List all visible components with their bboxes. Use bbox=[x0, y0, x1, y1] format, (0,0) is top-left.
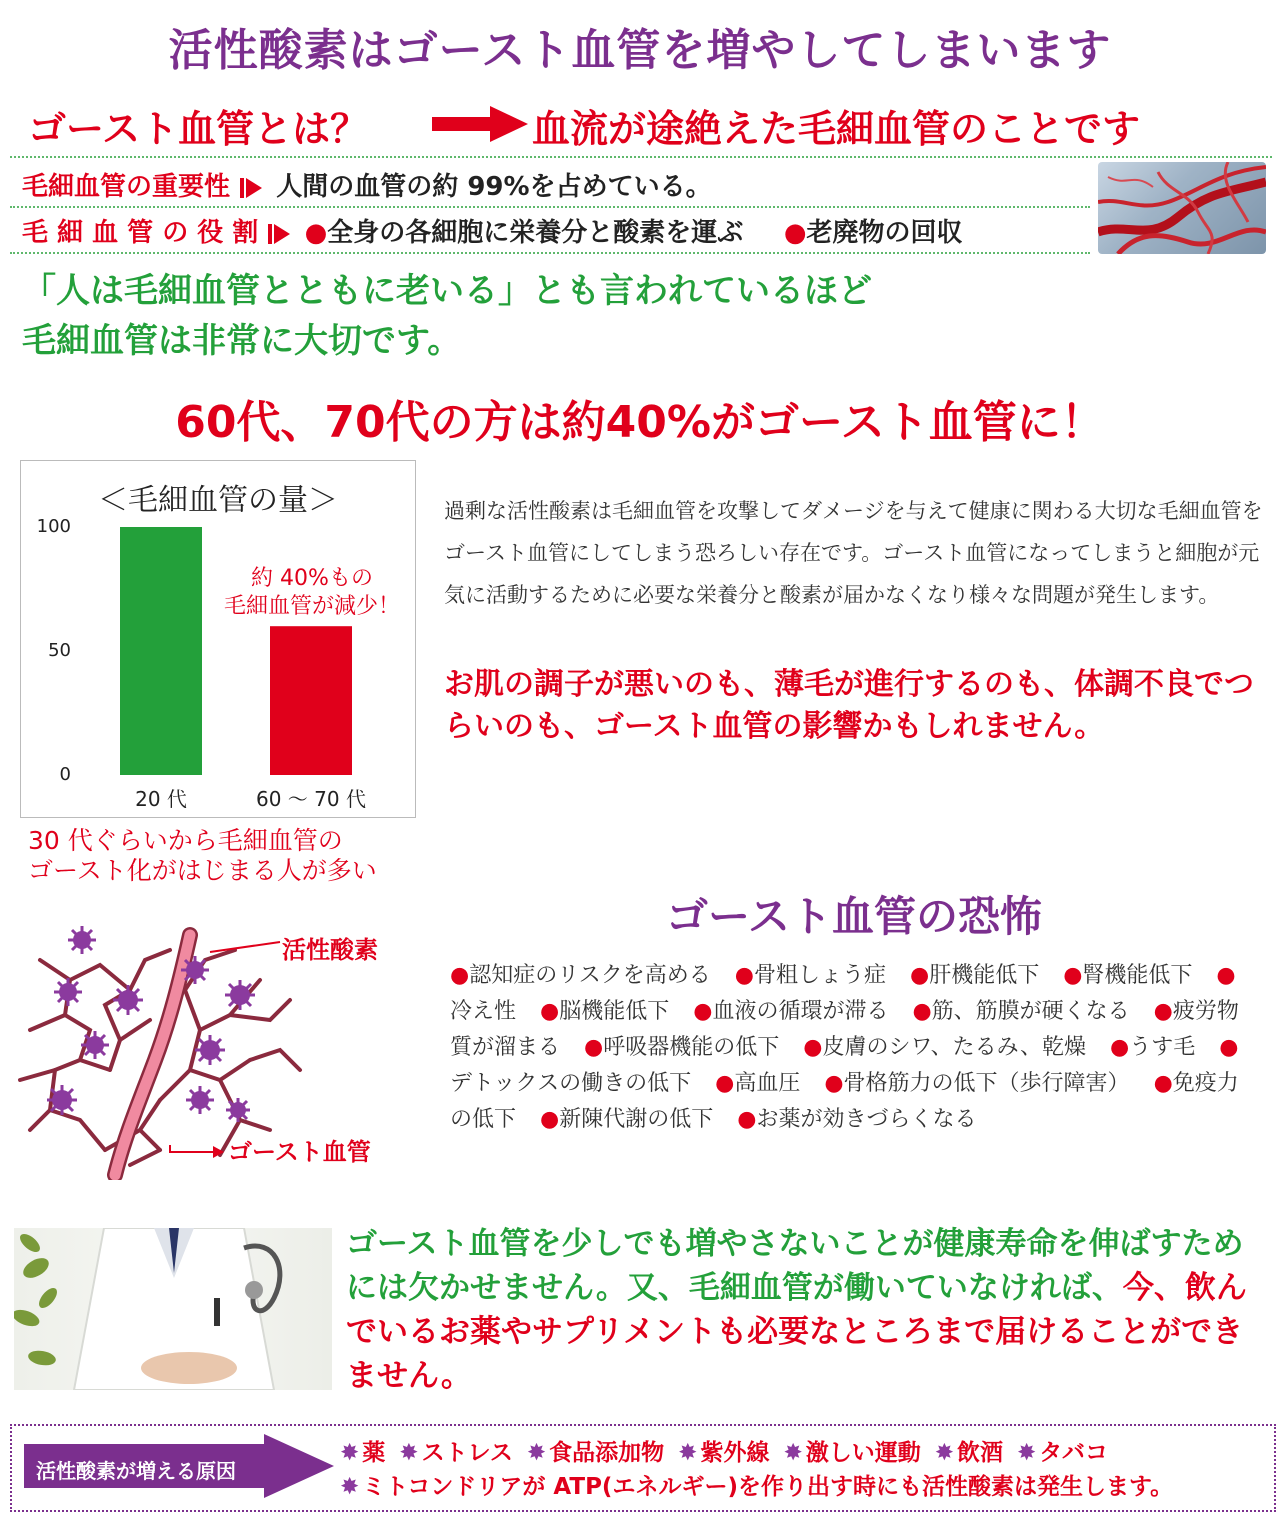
conclusion-text bbox=[346, 1222, 1266, 1398]
triangle-icon bbox=[274, 224, 290, 244]
horror-title: ゴースト血管の恐怖 bbox=[666, 892, 1042, 941]
chart-annotation-line-2: 毛細血管が減少！ bbox=[223, 594, 400, 619]
horror-item bbox=[584, 1035, 779, 1060]
chart-caption-line-1: 30 代ぐらいから毛細血管の bbox=[28, 826, 343, 855]
divider bbox=[10, 252, 1090, 254]
horror-item-text: 呼吸器機能の低下 bbox=[603, 1035, 780, 1060]
chart-bar bbox=[270, 626, 352, 775]
star-bullet-icon: ✸ bbox=[783, 1440, 803, 1466]
conclusion-green: ゴースト血管を少しでも増やさないことが健康寿命を伸ばすためには欠かせません。又、毛細血管が働いていなければ、 bbox=[346, 1226, 1244, 1306]
causes-note-row bbox=[340, 1468, 1173, 1501]
chart-y-tick: 100 bbox=[36, 516, 71, 537]
bullet-icon: ● bbox=[824, 1071, 844, 1096]
quote-line-1: 「人は毛細血管とともに老いる」とも言われているほど bbox=[22, 271, 872, 311]
chart-y-tick: 50 bbox=[48, 640, 71, 661]
cause-item-text: 紫外線 bbox=[700, 1440, 770, 1466]
horror-item bbox=[540, 1107, 713, 1132]
horror-item-text: 高血圧 bbox=[734, 1071, 801, 1096]
cause-item bbox=[399, 1440, 513, 1466]
horror-item bbox=[824, 1071, 1129, 1096]
chart-title: ＜毛細血管の量＞ bbox=[98, 483, 338, 518]
capillary-photo bbox=[1098, 162, 1266, 254]
bullet-icon: ● bbox=[1216, 963, 1236, 988]
horror-item-text: 皮膚のシワ、たるみ、乾燥 bbox=[822, 1035, 1086, 1060]
causes-list bbox=[340, 1434, 1122, 1467]
definition-answer: 血流が途絶えた毛細血管のことです bbox=[532, 107, 1141, 151]
cause-item-text: 食品添加物 bbox=[549, 1440, 665, 1466]
horror-item-text: 肝機能低下 bbox=[929, 963, 1040, 988]
horror-item bbox=[693, 999, 888, 1024]
bar-marker-icon bbox=[240, 178, 244, 198]
horror-item-text: 筋、筋膜が硬くなる bbox=[931, 999, 1130, 1024]
chart-y-tick: 0 bbox=[59, 764, 71, 785]
bullet-icon: ● bbox=[540, 999, 560, 1024]
divider bbox=[10, 156, 1272, 158]
importance-row bbox=[22, 166, 712, 203]
cause-item-text: ストレス bbox=[421, 1440, 513, 1466]
star-bullet-icon: ✸ bbox=[678, 1440, 698, 1466]
bullet-icon: ● bbox=[715, 1071, 735, 1096]
chart-caption bbox=[28, 826, 377, 886]
horror-item bbox=[540, 999, 669, 1024]
bullet-icon: ● bbox=[1153, 1071, 1173, 1096]
horror-item-text: 腎機能低下 bbox=[1082, 963, 1193, 988]
divider bbox=[10, 206, 1090, 208]
bullet-icon: ● bbox=[783, 218, 807, 248]
definition-question: ゴースト血管とは？ bbox=[28, 107, 369, 151]
body-emphasis: お肌の調子が悪いのも、薄毛が進行するのも、体調不良でつらいのも、ゴースト血管の影響かもしれません。 bbox=[444, 667, 1254, 744]
horror-item-text: 骨粗しょう症 bbox=[753, 963, 886, 988]
bullet-icon: ● bbox=[304, 218, 328, 248]
label-active-oxygen: 活性酸素 bbox=[282, 936, 378, 964]
arrow-right-icon bbox=[432, 104, 528, 144]
horror-item-text: 骨格筋力の低下（歩行障害） bbox=[843, 1071, 1130, 1096]
star-bullet-icon: ✸ bbox=[526, 1440, 547, 1466]
horror-item bbox=[803, 1035, 1086, 1060]
cause-item bbox=[340, 1440, 385, 1466]
chart-plot bbox=[21, 461, 415, 817]
bullet-icon: ● bbox=[912, 999, 932, 1024]
causes-note: ミトコンドリアが ATP(エネルギー)を作り出す時にも活性酸素は発生します。 bbox=[362, 1474, 1174, 1500]
chart-caption-line-2: ゴースト化がはじまる人が多い bbox=[28, 856, 377, 885]
horror-item bbox=[737, 1107, 976, 1132]
cause-item-text: 激しい運動 bbox=[805, 1440, 921, 1466]
horror-item bbox=[450, 963, 711, 988]
cause-item bbox=[935, 1440, 1003, 1466]
horror-item-text: 疲労物質が溜まる bbox=[450, 999, 1239, 1060]
horror-item bbox=[1063, 963, 1192, 988]
horror-item-text: 血液の循環が滞る bbox=[712, 999, 889, 1024]
headline-40-percent: 60代、70代の方は約40%がゴースト血管に！ bbox=[175, 397, 1105, 448]
horror-item-text: お薬が効きづらくなる bbox=[756, 1107, 977, 1132]
bar-marker-icon bbox=[268, 224, 272, 244]
bullet-icon: ● bbox=[1153, 999, 1173, 1024]
cause-item-text: タバコ bbox=[1039, 1440, 1109, 1466]
body-paragraph: 過剰な活性酸素は毛細血管を攻撃してダメージを与えて健康に関わる大切な毛細血管をゴースト血管にしてしまう恐ろしい存在です。ゴースト血管になってしまうと細胞が元気に活動するために必要な栄養分と酸素が届かなくなり様々な問題が発生します。 bbox=[444, 499, 1263, 607]
bullet-icon: ● bbox=[584, 1035, 604, 1060]
cause-item-text: 飲酒 bbox=[957, 1440, 1003, 1466]
capillary-chart bbox=[20, 460, 416, 818]
horror-item-text: 新陳代謝の低下 bbox=[559, 1107, 714, 1132]
bullet-icon: ● bbox=[540, 1107, 560, 1132]
bullet-icon: ● bbox=[909, 963, 930, 988]
bullet-icon: ● bbox=[693, 999, 713, 1024]
star-bullet-icon: ✸ bbox=[934, 1440, 954, 1466]
chart-bar bbox=[120, 527, 202, 775]
bullet-icon: ● bbox=[450, 963, 470, 988]
horror-item-text: 免疫力の低下 bbox=[450, 1071, 1239, 1132]
horror-item bbox=[912, 999, 1129, 1024]
bullet-icon: ● bbox=[803, 1035, 823, 1060]
horror-item-text: 脳機能低下 bbox=[559, 999, 670, 1024]
page-title: 活性酸素はゴースト血管を増やしてしまいます bbox=[168, 25, 1112, 76]
cause-item bbox=[527, 1440, 664, 1466]
star-bullet-icon: ✸ bbox=[399, 1440, 419, 1466]
star-bullet-icon: ✸ bbox=[340, 1440, 360, 1466]
horror-item-text: 冷え性 bbox=[450, 999, 517, 1024]
cause-item-text: 薬 bbox=[362, 1440, 386, 1466]
horror-item-text: デトックスの働きの低下 bbox=[450, 1071, 692, 1096]
horror-item bbox=[735, 963, 886, 988]
chart-annotation bbox=[207, 565, 417, 621]
cause-item bbox=[1017, 1440, 1108, 1466]
role-label: 毛 細 血 管 の 役 割 bbox=[22, 218, 259, 248]
bullet-icon: ● bbox=[734, 963, 754, 988]
chart-annotation-line-1: 約 40%もの bbox=[251, 566, 373, 591]
horror-item-text: 認知症のリスクを高める bbox=[469, 963, 711, 988]
conclusion-red: 今、飲んでいるお薬やサプリメントも必要なところまで届けることができません。 bbox=[346, 1270, 1247, 1394]
doctor-photo bbox=[14, 1228, 332, 1390]
cause-item bbox=[783, 1440, 920, 1466]
bullet-icon: ● bbox=[737, 1107, 757, 1132]
horror-item bbox=[910, 963, 1039, 988]
bullet-icon: ● bbox=[1063, 963, 1083, 988]
star-bullet-icon: ✸ bbox=[1017, 1440, 1037, 1466]
cause-item bbox=[678, 1440, 769, 1466]
horror-list bbox=[450, 958, 1256, 1138]
horror-item-text: うす毛 bbox=[1129, 1035, 1196, 1060]
horror-item bbox=[1110, 1035, 1195, 1060]
quote-block bbox=[22, 266, 872, 366]
causes-label: 活性酸素が増える原因 bbox=[36, 1459, 236, 1483]
importance-label: 毛細血管の重要性 bbox=[22, 172, 231, 202]
quote-line-2: 毛細血管は非常に大切です。 bbox=[22, 321, 462, 361]
role-item-1: 全身の各細胞に栄養分と酸素を運ぶ bbox=[327, 218, 744, 248]
triangle-icon bbox=[246, 178, 262, 198]
importance-text: 人間の血管の約 99%を占めている。 bbox=[276, 172, 712, 202]
label-ghost-vessel: ゴースト血管 bbox=[228, 1138, 371, 1166]
star-bullet-icon: ✸ bbox=[340, 1474, 360, 1500]
chart-x-tick: 60 ～ 70 代 bbox=[256, 787, 366, 811]
role-item-2: 老廃物の回収 bbox=[806, 218, 963, 248]
bullet-icon: ● bbox=[1219, 1035, 1239, 1060]
chart-x-tick: 20 代 bbox=[135, 787, 187, 811]
horror-item bbox=[715, 1071, 800, 1096]
bullet-icon: ● bbox=[1110, 1035, 1130, 1060]
role-row bbox=[22, 212, 963, 249]
